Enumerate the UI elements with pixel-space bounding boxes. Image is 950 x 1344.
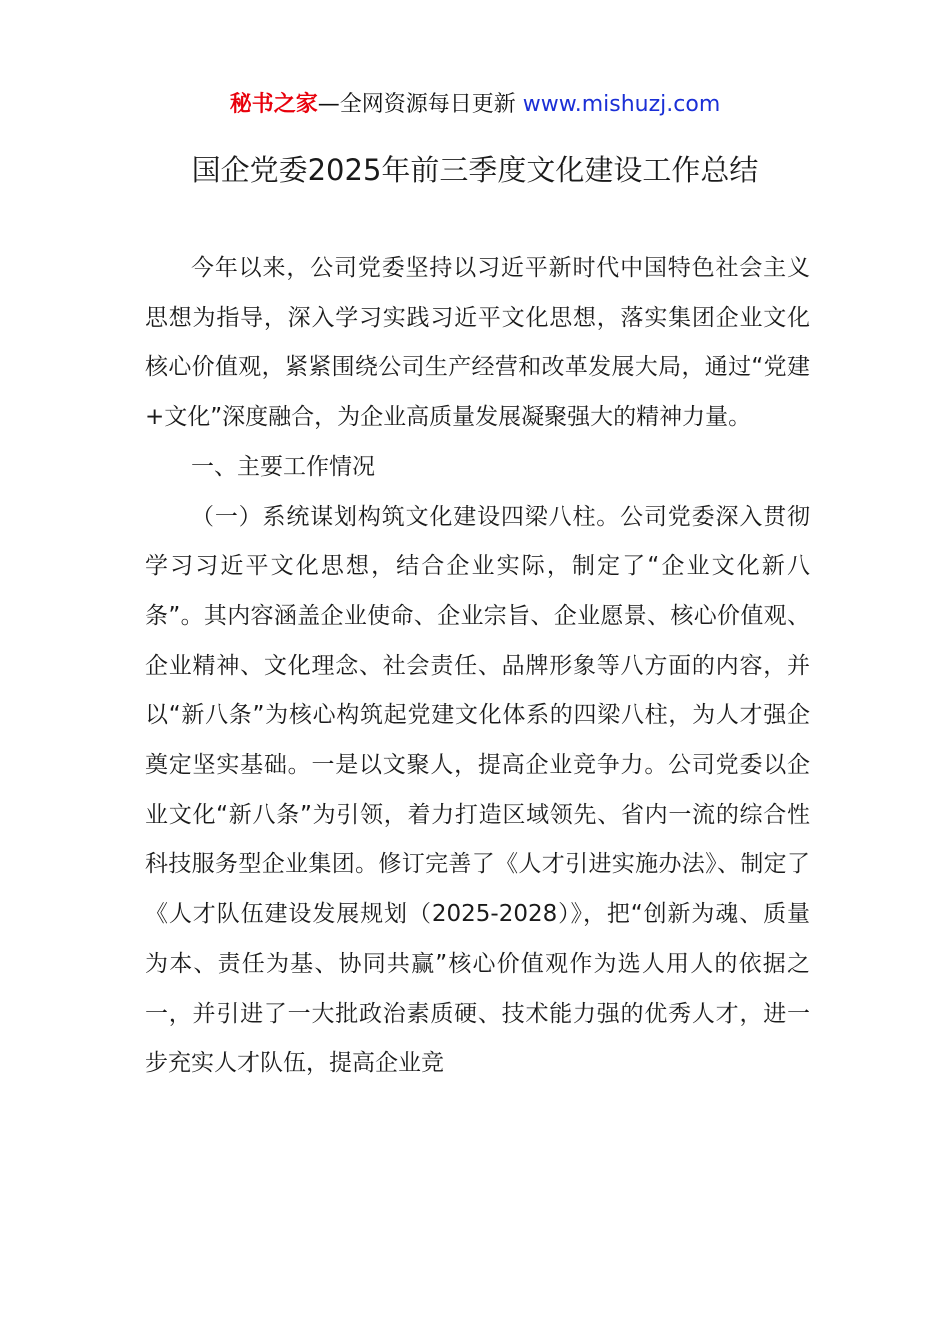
document-body xyxy=(145,244,810,1089)
subsection-paragraph: （一）系统谋划构筑文化建设四梁八柱。公司党委深入贯彻学习习近平文化思想，结合企业实际，制定了“企业文化新八条”。其内容涵盖企业使命、企业宗旨、企业愿景、核心价值观、企业精神、文化理念、社会责任、品牌形象等八方面的内容，并以“新八条”为核心构筑起党建文化体系的四梁八柱，为人才强企奠定坚实基础。一是以文聚人，提高企业竞争力。公司党委以企业文化“新八条”为引领，着力打造区域领先、省内一流的综合性科技服务型企业集团。修订完善了《人才引进实施办法》、制定了《人才队伍建设发展规划（2025-2028）》，把“创新为魂、质量为本、责任为基、协同共赢”核心价值观作为选人用人的依据之一，并引进了一大批政治素质硬、技术能力强的优秀人才，进一步充实人才队伍，提高企业竞 xyxy=(145,503,810,1077)
site-url-link[interactable]: www.mishuzj.com xyxy=(515,92,721,117)
intro-paragraph: 今年以来，公司党委坚持以习近平新时代中国特色社会主义思想为指导，深入学习实践习近平文化思想，落实集团企业文化核心价值观，紧紧围绕公司生产经营和改革发展大局，通过“党建+文化”深度融合，为企业高质量发展凝聚强大的精神力量。 xyxy=(145,255,810,431)
site-name: 秘书之家 xyxy=(229,92,318,117)
site-header xyxy=(0,88,950,122)
document-title: 国企党委2025年前三季度文化建设工作总结 xyxy=(191,153,759,187)
site-tagline: —全网资源每日更新 xyxy=(317,92,516,117)
section-heading: 一、主要工作情况 xyxy=(191,453,375,480)
